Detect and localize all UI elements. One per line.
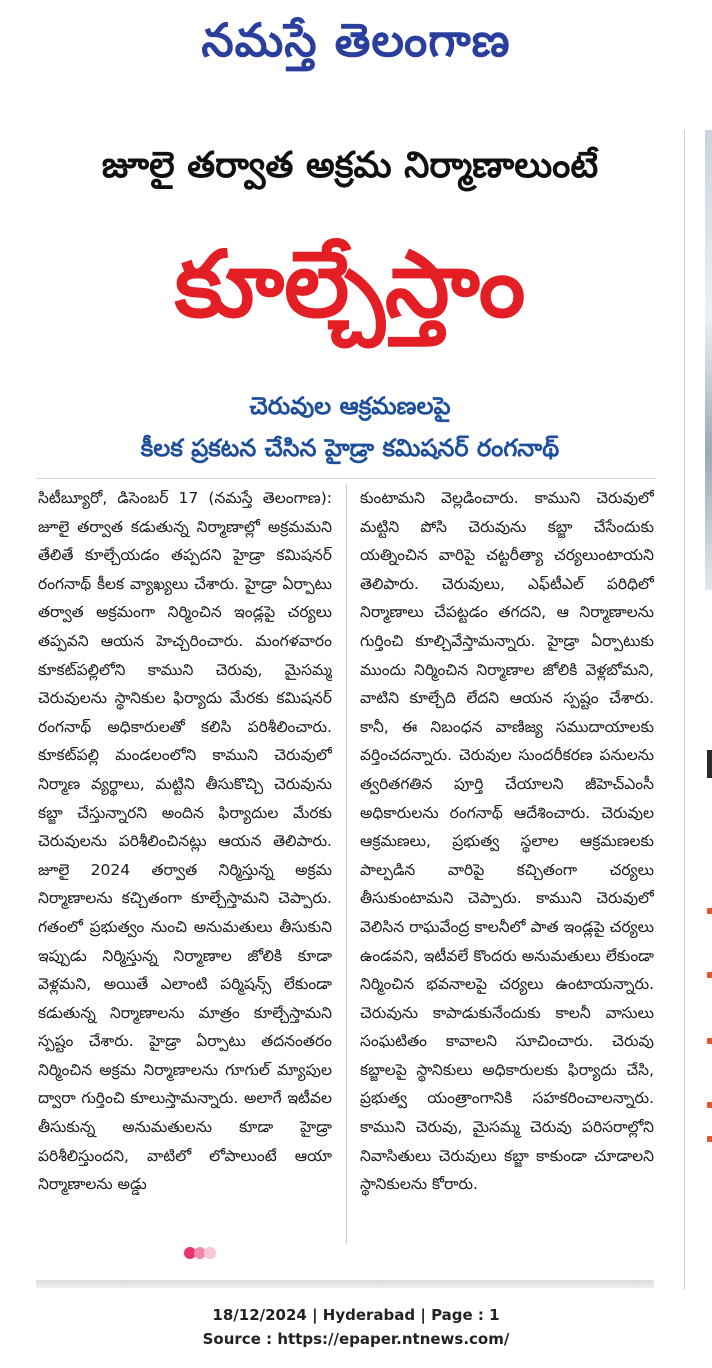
end-dot-icon <box>204 1247 216 1259</box>
article-headline: కూల్చేస్తాం <box>174 231 526 338</box>
footer-source: Source : https://epaper.ntnews.com/ <box>202 1330 510 1348</box>
footer-date-page: 18/12/2024 | Hyderabad | Page : 1 <box>212 1306 500 1324</box>
bullet-icon <box>707 908 712 914</box>
bullet-icon <box>707 1136 712 1142</box>
article-kicker: జూలై తర్వాత అక్రమ నిర్మాణాలుంటే <box>101 145 599 186</box>
newspaper-masthead: నమస్తే తెలంగాణ <box>201 13 511 67</box>
bullet-icon <box>707 1038 712 1044</box>
adjacent-photo-fragment <box>705 130 712 590</box>
article-subhead-line1: చెరువుల ఆక్రమణలపై <box>249 392 451 420</box>
article-body-left-column: సిటీబ్యూరో, డిసెంబర్ 17 (నమస్తే తెలంగాణ): జూలై తర్వాత కడుతున్న నిర్మాణాల్లో అక్రమమని తేలితే కూల్చేయడం తప్పదని హైడ్రా కమిషనర్ రంగనాథ్ కీలక వ్యాఖ్యలు చేశారు. హైడ్రా ఏర్పాటు తర్వాత అక్రమంగా నిర్మించిన ఇండ్లపై చర్యలు తప్పవని ఆయన హెచ్చరించారు. మంగళవారం కూకట్‌పల్లిలోని కాముని చెరువు, మైసమ్మ చెరువులను స్థానికుల ఫిర్యాదు మేరకు కమిషనర్ రంగనాథ్ అధికారులతో కలిసి పరిశీలించారు. కూకట్‌పల్లి మండలంలోని కాముని చెరువులో నిర్మాణ వ్యర్థాలు, మట్టిని తీసుకొచ్చి చెరువును కబ్జా చేస్తున్నారని అందిన ఫిర్యాదుల మేరకు చెరువులను పరిశీలించినట్లు ఆయన తెలిపారు. జూలై 2024 తర్వాత నిర్మిస్తున్న అక్రమ నిర్మాణాలను కచ్చితంగా కూల్చేస్తామని చెప్పారు. గతంలో ప్రభుత్వం నుంచి అనుమతులు తీసుకుని ఇప్పుడు నిర్మిస్తున్న నిర్మాణాల జోలికి కూడా వెళ్లమని, అయితే ఎలాంటి పర్మిషన్స్ లేకుండా కడుతున్న నిర్మాణాలను మాత్రం కూల్చేస్తామని స్పష్టం చేశారు. హైడ్రా ఏర్పాటు తదనంతరం నిర్మించిన అక్రమ నిర్మాణాలను గూగుల్ మ్యాపుల ద్వారా గుర్తించి కూలుస్తామన్నారు. అలాగే ఇటీవల తీసుకున్న అనుమతులను కూడా హైడ్రా పరిశీలిస్తుందని, వాటిలో లోపాలుంటే ఆయా నిర్మాణాలను అడ్డు <box>38 489 332 1194</box>
adjacent-clipping-strip <box>36 1280 654 1288</box>
article-body-right-column: కుంటామని వెల్లడించారు. కాముని చెరువులో మట్టిని పోసి చెరువును కబ్జా చేసేందుకు యత్నించిన వారిపై చట్టరీత్యా చర్యలుంటాయని తెలిపారు. చెరువులు, ఎఫ్‌టీఎల్ పరిధిలో నిర్మాణాలు చేపట్టడం తగదని, ఆ నిర్మాణాలను గుర్తించి కూల్చివేస్తామన్నారు. హైడ్రా ఏర్పాటుకు ముందు నిర్మించిన నిర్మాణాల జోలికి వెళ్లబోమని, వాటిని కూల్చేది లేదని ఆయన స్పష్టం చేశారు. కానీ, ఈ నిబంధన వాణిజ్య సముదాయాలకు వర్తించదన్నారు. చెరువుల సుందరీకరణ పనులను త్వరితగతిన పూర్తి చేయాలని జీహెచ్ఎంసీ అధికారులను రంగనాథ్ ఆదేశించారు. చెరువుల ఆక్రమణలు, ప్రభుత్వ స్థలాల ఆక్రమణలకు పాల్పడిన వారిపై కచ్చితంగా చర్యలు తీసుకుంటామని చెప్పారు. కాముని చెరువులో వెలిసిన రాఘవేంద్ర కాలనీలో పాత ఇండ్లపై చర్యలు ఉండవని, ఇటీవలే కొందరు అనుమతులు లేకుండా నిర్మించిన భవనాలపై చర్యలు ఉంటాయన్నారు. చెరువును కాపాడుకునేందుకు కాలనీ వాసులు సంఘటితం కావాలని సూచించారు. చెరువు కబ్జాలపై స్థానికులు అధికారులకు ఫిర్యాదు చేసి, ప్రభుత్వ యంత్రాంగానికి సహకరించాలన్నారు. కాముని చెరువు, మైసమ్మ చెరువు పరిసరాల్లోని నివాసితులు చెరువులు కబ్జా కాకుండా చూడాలని స్థానికులను కోరారు. <box>360 489 654 1194</box>
article-subhead-line2: కీలక ప్రకటన చేసిన హైడ్రా కమిషనర్ రంగనాథ్ <box>140 434 560 462</box>
adjacent-heading-fragment <box>707 750 712 778</box>
header-divider <box>36 478 656 479</box>
adjacent-article-edge <box>684 130 712 1290</box>
column-divider <box>346 484 347 1244</box>
bullet-icon <box>707 1102 712 1108</box>
bullet-icon <box>707 972 712 978</box>
